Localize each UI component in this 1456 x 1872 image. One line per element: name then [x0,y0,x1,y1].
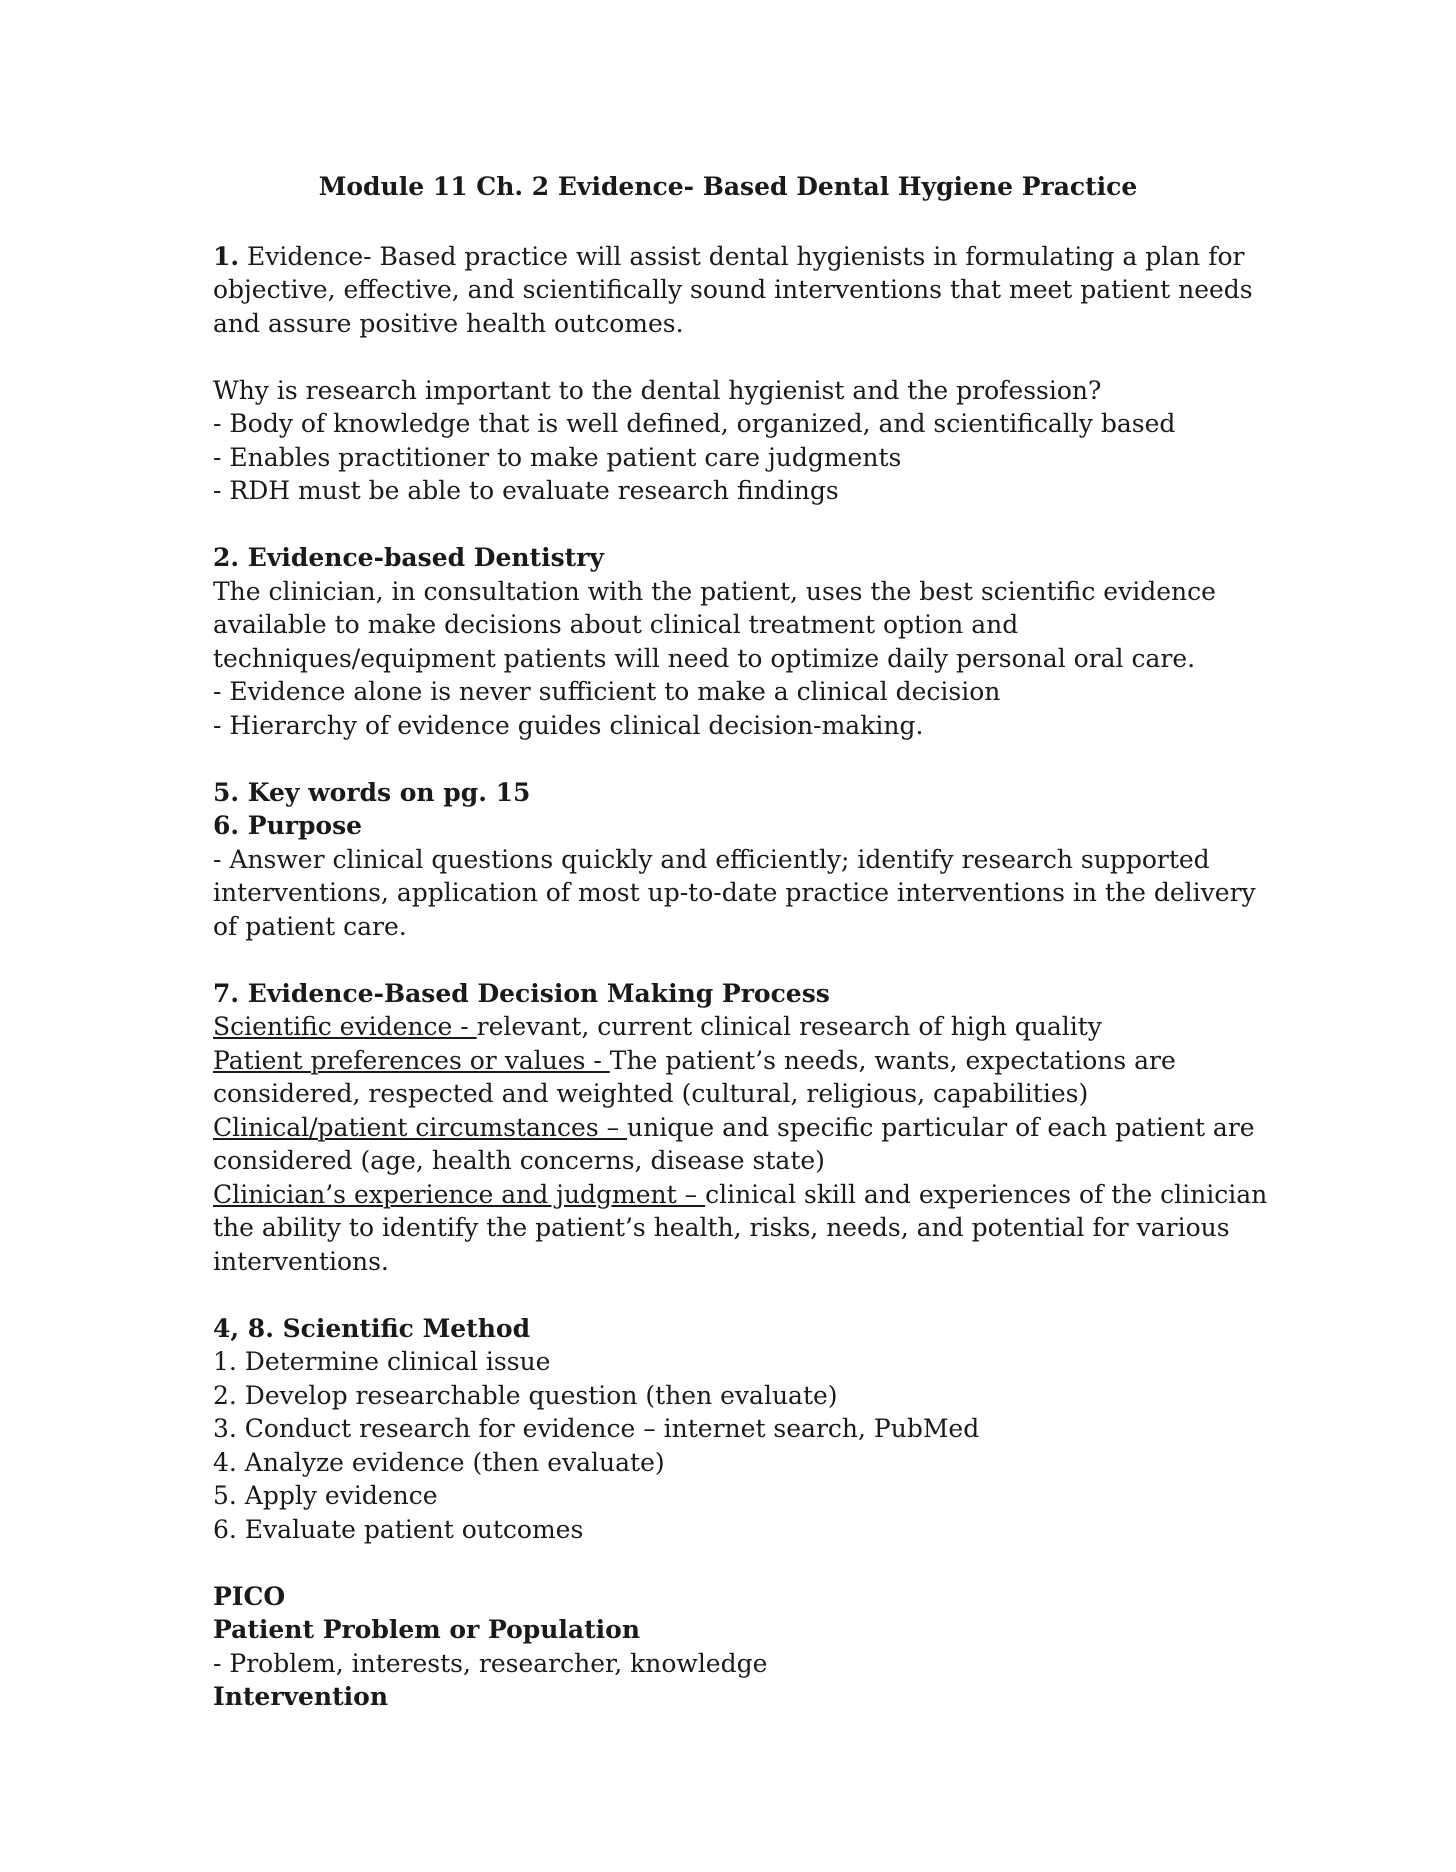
section-2-bullet: - Evidence alone is never sufficient to make a clinical decision [213,677,1001,707]
decision-item: Clinician’s experience and judgment – clinical skill and experiences of the clinician [213,1179,1268,1209]
decision-term: Patient preferences or values - [213,1045,610,1075]
pico-subheading: Patient Problem or Population [213,1615,640,1645]
section-1-line: and assure positive health outcomes. [213,308,684,338]
section-2-bullet: - Hierarchy of evidence guides clinical decision-making. [213,710,924,740]
decision-term: Clinician’s experience and judgment – [213,1179,706,1209]
section-6-heading: 6. Purpose [213,811,363,841]
decision-item: Clinical/patient circumstances – unique and specific particular of each patient are [213,1112,1255,1142]
section-2-line: The clinician, in consultation with the patient, uses the best scientific evidence [213,576,1216,606]
research-bullet: - Body of knowledge that is well defined, organized, and scientifically based [213,409,1176,439]
pico-line: - Problem, interests, researcher, knowledge [213,1648,768,1678]
decision-item-continuation: interventions. [213,1246,389,1276]
method-step: 6. Evaluate patient outcomes [213,1514,584,1544]
section-6-line: interventions, application of most up-to-date practice interventions in the delivery [213,878,1256,908]
decision-item-continuation: the ability to identify the patient’s health, risks, needs, and potential for various [213,1213,1230,1243]
pico-subheading: Intervention [213,1682,388,1712]
section-1-number: 1. [213,241,240,271]
method-step: 2. Develop researchable question (then evaluate) [213,1380,838,1410]
section-2-line: techniques/equipment patients will need to optimize daily personal oral care. [213,643,1196,673]
research-question: Why is research important to the dental hygienist and the profession? [213,375,1102,405]
document-title: Module 11 Ch. 2 Evidence- Based Dental Hygiene Practice [318,172,1138,201]
method-step: 1. Determine clinical issue [213,1347,551,1377]
decision-item-continuation: considered (age, health concerns, disease state) [213,1146,825,1176]
section-1-line: 1. Evidence- Based practice will assist dental hygienists in formulating a plan for [213,241,1245,271]
section-6-line: of patient care. [213,911,407,941]
section-6-line: - Answer clinical questions quickly and efficiently; identify research supported [213,844,1210,874]
method-step: 4. Analyze evidence (then evaluate) [213,1447,665,1477]
method-step: 5. Apply evidence [213,1481,438,1511]
decision-item: Scientific evidence - relevant, current clinical research of high quality [213,1012,1102,1042]
decision-item-continuation: considered, respected and weighted (cultural, religious, capabilities) [213,1079,1089,1109]
decision-term: Clinical/patient circumstances – [213,1112,628,1142]
method-step: 3. Conduct research for evidence – internet search, PubMed [213,1414,980,1444]
section-4-8-heading: 4, 8. Scientific Method [213,1313,531,1343]
section-5-heading: 5. Key words on pg. 15 [213,777,531,807]
research-bullet: - Enables practitioner to make patient care judgments [213,442,902,472]
decision-item: Patient preferences or values - The patient’s needs, wants, expectations are [213,1045,1176,1075]
pico-heading: PICO [213,1581,286,1611]
section-2-line: available to make decisions about clinical treatment option and [213,610,1019,640]
document-body [213,170,1268,1714]
section-7-heading: 7. Evidence-Based Decision Making Process [213,978,830,1008]
section-1-line: objective, effective, and scientifically sound interventions that meet patient needs [213,275,1253,305]
research-bullet: - RDH must be able to evaluate research findings [213,476,839,506]
section-2-heading: 2. Evidence-based Dentistry [213,543,604,573]
decision-term: Scientific evidence - [213,1012,477,1042]
